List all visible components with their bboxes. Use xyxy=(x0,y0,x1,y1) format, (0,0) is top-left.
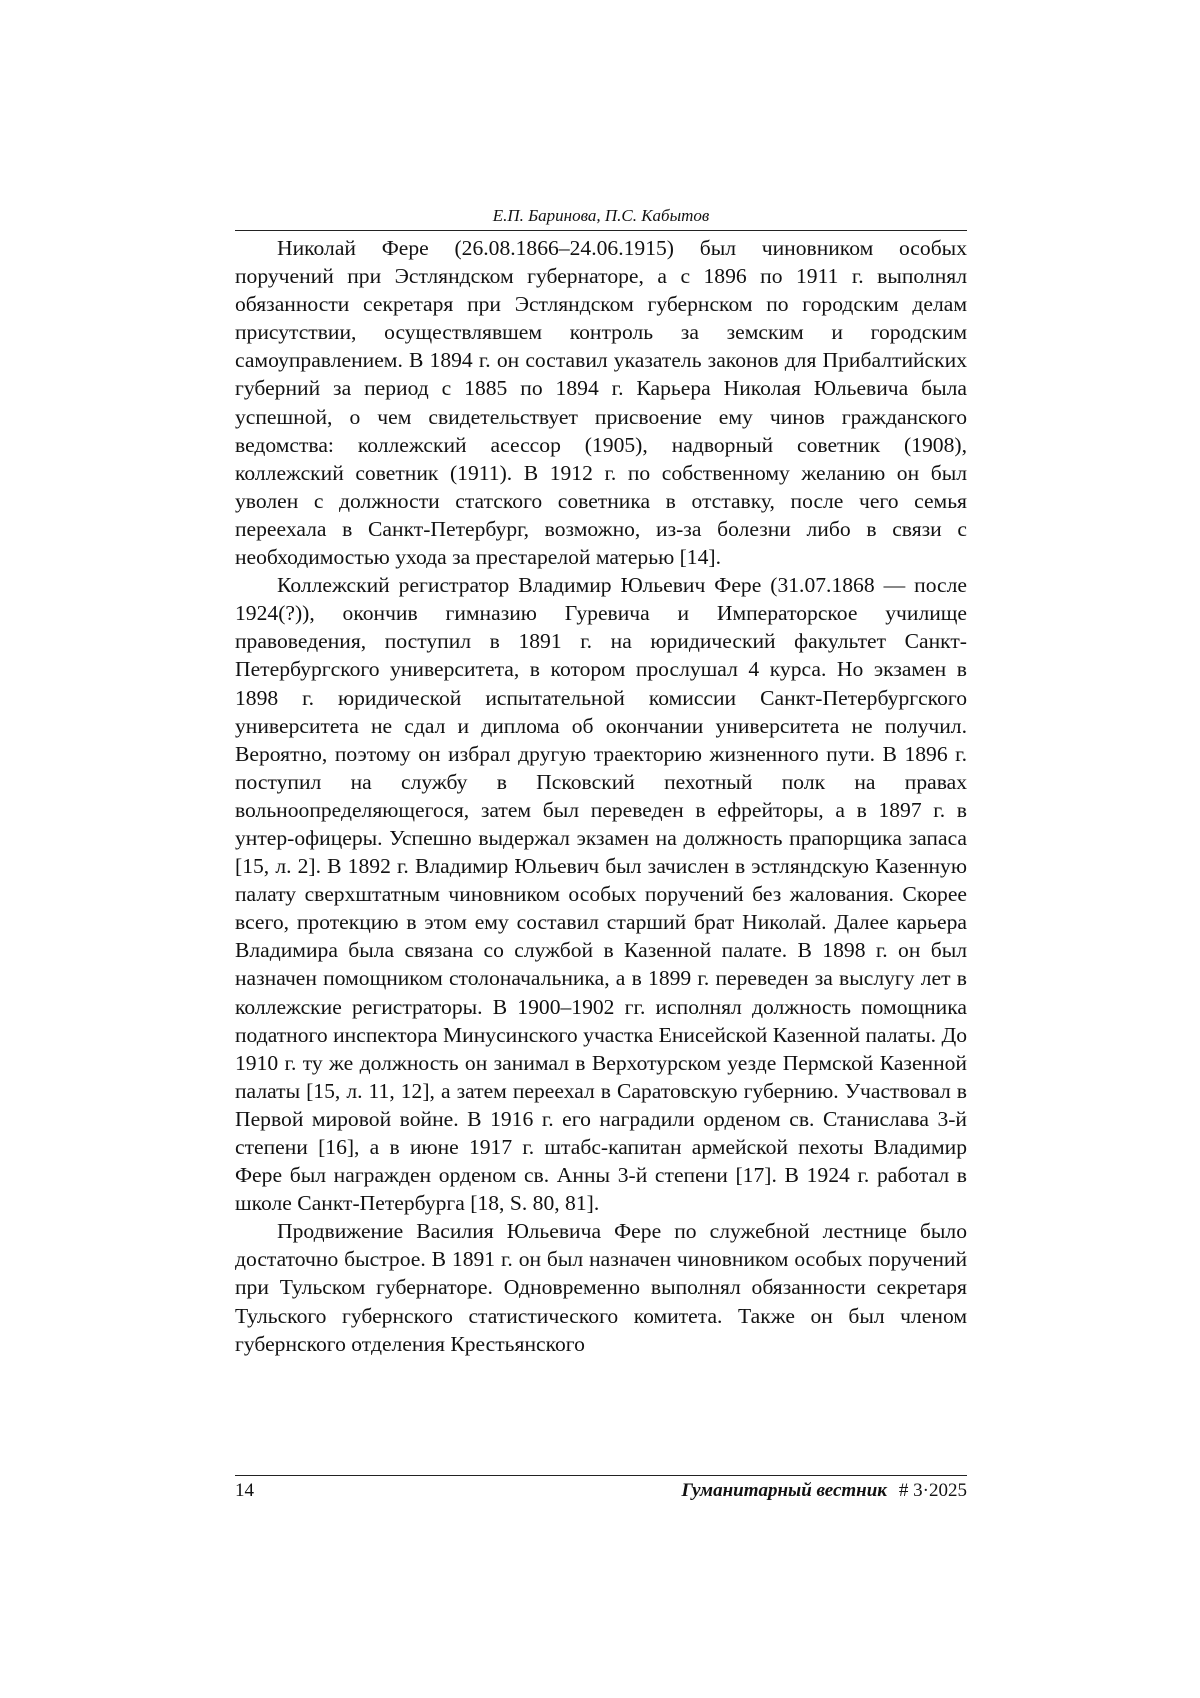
page xyxy=(235,205,967,1358)
page-number: 14 xyxy=(235,1480,254,1501)
article-body xyxy=(235,234,967,1358)
issue-number: # 3·2025 xyxy=(898,1480,967,1501)
paragraph-vladimir-fere: Коллежский регистратор Владимир Юльевич Фере (31.07.1868 — после 1924(?)), окончив гимназию Гуревича и Императорское училище правоведения, поступил в 1891 г. на юридический факультет Санкт-Петербургского университета, в котором прослушал 4 курса. Но экзамен в 1898 г. юридической испытательной комиссии Санкт-Петербургского университета не сдал и диплома об окончании университета не получил. Вероятно, поэтому он избрал другую траекторию жизненного пути. В 1896 г. поступил на службу в Псковский пехотный полк на правах вольноопределяющегося, затем был переведен в ефрейторы, а в 1897 г. в унтер-офицеры. Успешно выдержал экзамен на должность прапорщика запаса [15, л. 2]. В 1892 г. Владимир Юльевич был зачислен в эстляндскую Казенную палату сверхштатным чиновником особых поручений без жалования. Скорее всего, протекцию в этом ему составил старший брат Николай. Далее карьера Владимира была связана со службой в Казенной палате. В 1898 г. он был назначен помощником столоначальника, а в 1899 г. переведен за выслугу лет в коллежские регистраторы. В 1900–1902 гг. исполнял должность помощника податного инспектора Минусинского участка Енисейской Казенной палаты. До 1910 г. ту же должность он занимал в Верхотурском уезде Пермской Казенной палаты [15, л. 11, 12], а затем переехал в Саратовскую губернию. Участвовал в Первой мировой войне. В 1916 г. его наградили орденом св. Станислава 3-й степени [16], а в июне 1917 г. штабс-капитан армейской пехоты Владимир Фере был награжден орденом св. Анны 3-й степени [17]. В 1924 г. работал в школе Санкт-Петербурга [18, S. 80, 81]. xyxy=(235,573,967,1216)
journal-name: Гуманитарный вестник xyxy=(681,1480,887,1501)
page-footer xyxy=(235,1475,967,1504)
paragraph-vasily-fere: Продвижение Василия Юльевича Фере по служебной лестнице было достаточно быстрое. В 1891 г. он был назначен чиновником особых поручений при Тульском губернаторе. Одновременно выполнял обязанности секретаря Тульского губернского статистического комитета. Также он был членом губернского отделения Крестьянского xyxy=(235,1219,967,1356)
running-head-authors: Е.П. Баринова, П.С. Кабытов xyxy=(235,205,967,231)
paragraph-nikolai-fere: Николай Фере (26.08.1866–24.06.1915) был чиновником особых поручений при Эстляндском губернаторе, а с 1896 по 1911 г. выполнял обязанности секретаря при Эстляндском губернском по городским делам присутствии, осуществлявшем контроль за земским и городским самоуправлением. В 1894 г. он составил указатель законов для Прибалтийских губерний за период с 1885 по 1894 г. Карьера Николая Юльевича была успешной, о чем свидетельствует присвоение ему чинов гражданского ведомства: коллежский асессор (1905), надворный советник (1908), коллежский советник (1911). В 1912 г. по собственному желанию он был уволен с должности статского советника в отставку, после чего семья переехала в Санкт-Петербург, возможно, из-за болезни либо в связи с необходимостью ухода за престарелой матерью [14]. xyxy=(235,236,967,570)
journal-info xyxy=(681,1478,967,1504)
